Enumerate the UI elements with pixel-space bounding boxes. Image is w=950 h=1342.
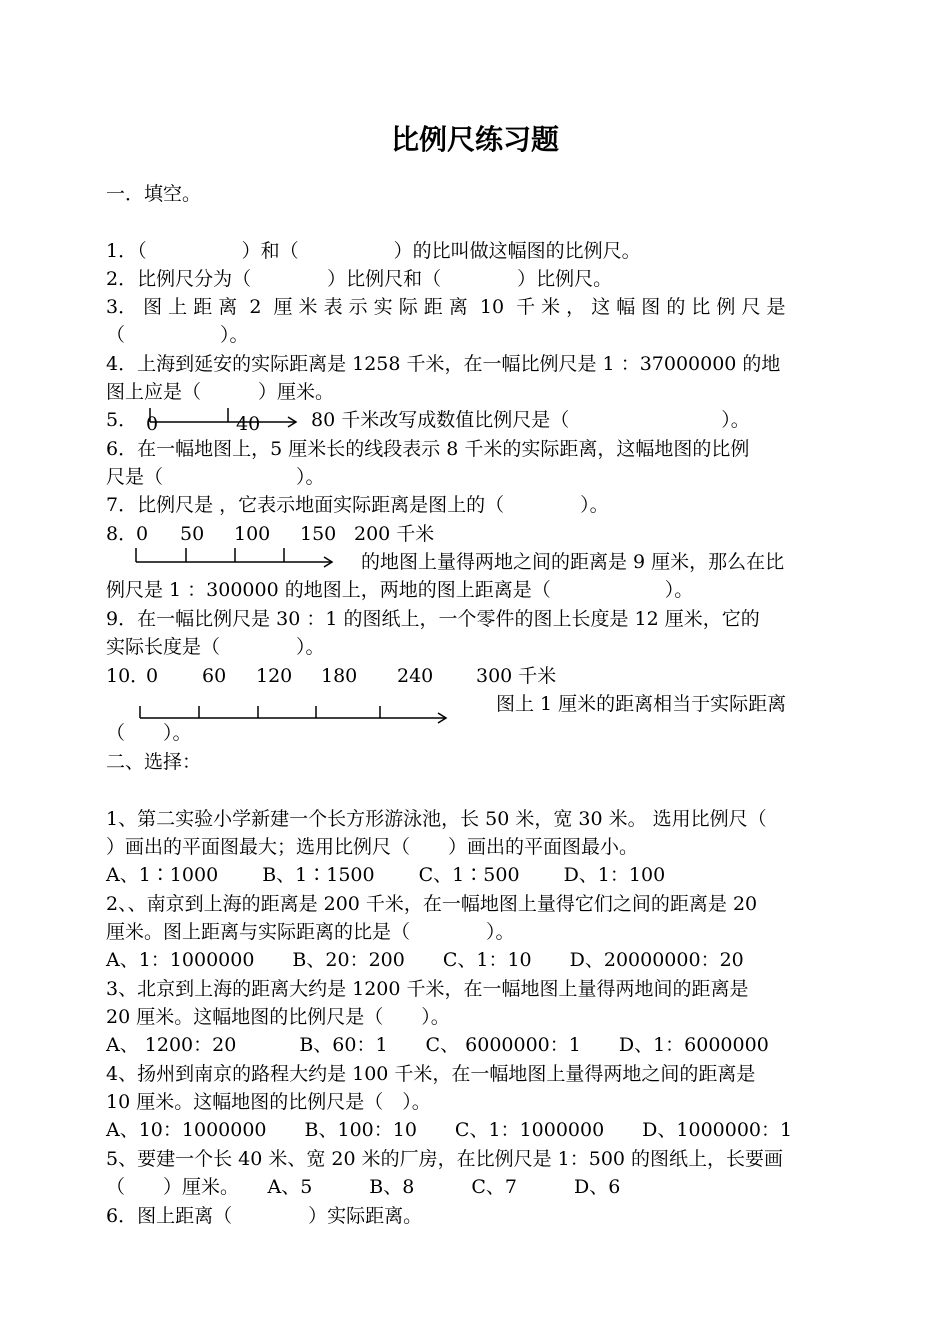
scale-8-label-150: 150 [300,523,337,545]
section2-heading: 二、选择： [106,751,202,773]
question-4-line2: 图上应是（ ）厘米。 [106,381,335,403]
choice-4-line2: 10 厘米。这幅地图的比例尺是（ ）。 [106,1091,431,1113]
question-5-text: 80 千米改写成数值比例尺是（ ）。 [311,409,750,431]
question-8-line3: 例尺是 1 ：300000 的地图上，两地的图上距离是（ ）。 [106,579,694,601]
scale-8-label-200: 200 千米 [354,523,435,545]
choice-4-options: A、10：1000000 B、100：10 C、1：1000000 D、1000000：1 [106,1119,793,1141]
scale-10-label-0: 0 [146,665,159,687]
scale-10-label-120: 120 [256,665,293,687]
question-8-number: 8． [106,523,138,545]
question-4-line1: 4．上海到延安的实际距离是 1258 千米，在一幅比例尺是 1 ：37000000 的地 [106,353,781,375]
section1-heading: 一．填空。 [106,183,202,205]
question-1: 1．（ ）和（ ）的比叫做这幅图的比例尺。 [106,240,641,262]
choice-5-line1: 5、要建一个长 40 米、宽 20 米的厂房，在比例尺是 1：500 的图纸上，长要画 [106,1148,784,1170]
choice-3-line1: 3、北京到上海的距离大约是 1200 千米，在一幅地图上量得两地间的距离是 [106,978,749,1000]
question-7: 7．比例尺是 ，它表示地面实际距离是图上的（ ）。 [106,494,609,516]
scale-8-label-0: 0 [136,523,149,545]
choice-1-line2: ）画出的平面图最大；选用比例尺（ ）画出的平面图最小。 [106,836,639,858]
question-6-line2: 尺是（ ）。 [106,466,325,488]
choice-2-options: A、1：1000000 B、20：200 C、1：10 D、20000000：20 [106,949,744,971]
question-5-scale-bar [148,404,308,434]
question-6-line1: 6．在一幅地图上，5 厘米长的线段表示 8 千米的实际距离，这幅地图的比例 [106,438,750,460]
choice-1-options: A、1∶1000 B、1∶1500 C、1∶500 D、1：100 [106,864,666,886]
question-9-line2: 实际长度是（ ）。 [106,636,325,658]
scale-8-label-50: 50 [180,523,205,545]
choice-3-line2: 20 厘米。这幅地图的比例尺是（ ）。 [106,1006,450,1028]
scale-5-label-0: 0 [146,413,159,435]
scale-10-label-240: 240 [397,665,434,687]
scale-5-label-40: 40 [236,413,261,435]
choice-6: 6．图上距离（ ）实际距离。 [106,1205,423,1227]
choice-4-line1: 4、扬州到南京的路程大约是 100 千米，在一幅地图上量得两地之间的距离是 [106,1063,756,1085]
question-3-line1: 3． 图 上 距 离 2 厘 米 表 示 实 际 距 离 10 千 米 ， 这 幅 图 的 比 例 尺 是 [106,296,786,318]
choice-2-line2: 厘米。图上距离与实际距离的比是（ ）。 [106,921,515,943]
choice-5-line2: （ ）厘米。 A、5 B、8 C、7 D、6 [106,1176,621,1198]
question-9-line1: 9．在一幅比例尺是 30 ：1 的图纸上，一个零件的图上长度是 12 厘米，它的 [106,608,760,630]
choice-2-line1: 2、、南京到上海的距离是 200 千米，在一幅地图上量得它们之间的距离是 20 [106,893,758,915]
question-10-number: 10． [106,665,150,687]
question-8-line2: 的地图上量得两地之间的距离是 9 厘米，那么在比 [361,551,785,573]
scale-8-label-100: 100 [234,523,271,545]
question-10-line3: （ ）。 [106,722,192,744]
question-10-line2: 图上 1 厘米的距离相当于实际距离 [496,693,787,715]
scale-10-label-300: 300 千米 [476,665,557,687]
question-3-line2: （ ）。 [106,324,249,346]
question-2: 2．比例尺分为（ ）比例尺和（ ）比例尺。 [106,268,613,290]
page-title: 比例尺练习题 [390,123,559,156]
scale-10-label-180: 180 [321,665,358,687]
choice-1-line1: 1、第二实验小学新建一个长方形游泳池，长 50 米，宽 30 米。 选用比例尺（ [106,808,767,830]
choice-3-options: A、 1200：20 B、60：1 C、 6000000：1 D、1：6000000 [106,1034,769,1056]
scale-10-label-60: 60 [202,665,227,687]
question-5-number: 5． [106,409,138,431]
question-8-scale-bar [134,545,344,575]
